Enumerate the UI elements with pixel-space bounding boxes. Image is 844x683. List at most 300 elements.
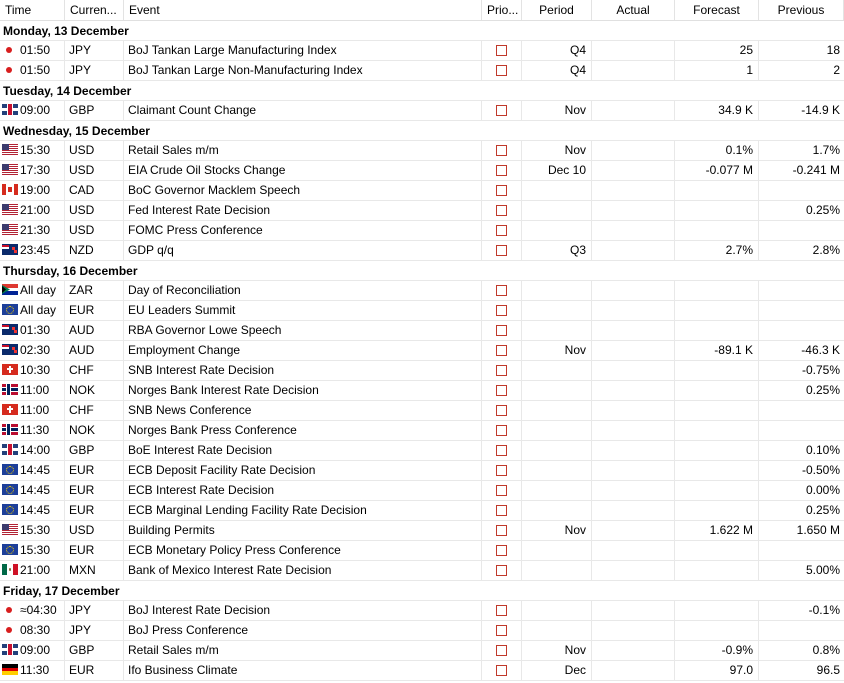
table-row[interactable] (0, 201, 844, 221)
time-text: 19:00 (20, 183, 51, 197)
priority-checkbox[interactable] (496, 225, 507, 236)
actual-cell (592, 341, 675, 360)
forecast-cell (675, 361, 759, 380)
forecast-cell: -0.077 M (675, 161, 759, 180)
period-cell (522, 621, 592, 640)
actual-cell (592, 241, 675, 260)
period-cell (522, 181, 592, 200)
actual-cell (592, 281, 675, 300)
priority-checkbox[interactable] (496, 445, 507, 456)
actual-cell (592, 421, 675, 440)
table-row[interactable] (0, 561, 844, 581)
currency-cell: USD (65, 521, 124, 540)
us-flag-icon (2, 224, 18, 235)
period-cell (522, 401, 592, 420)
forecast-cell: 1.622 M (675, 521, 759, 540)
actual-cell (592, 181, 675, 200)
priority-checkbox[interactable] (496, 625, 507, 636)
priority-checkbox[interactable] (496, 165, 507, 176)
table-header (0, 0, 844, 21)
time-text: 11:30 (20, 423, 50, 437)
priority-checkbox[interactable] (496, 285, 507, 296)
event-cell: SNB News Conference (124, 401, 482, 420)
priority-cell (482, 501, 522, 520)
priority-cell (482, 61, 522, 80)
forecast-cell (675, 201, 759, 220)
priority-cell (482, 561, 522, 580)
period-cell (522, 481, 592, 500)
uk-flag-icon (2, 644, 18, 655)
currency-cell: JPY (65, 41, 124, 60)
event-cell: BoJ Tankan Large Manufacturing Index (124, 41, 482, 60)
previous-cell (759, 401, 844, 420)
previous-cell (759, 281, 844, 300)
priority-checkbox[interactable] (496, 305, 507, 316)
actual-cell (592, 301, 675, 320)
currency-cell: JPY (65, 601, 124, 620)
actual-cell (592, 521, 675, 540)
actual-cell (592, 321, 675, 340)
currency-cell: CHF (65, 401, 124, 420)
priority-checkbox[interactable] (496, 545, 507, 556)
actual-cell (592, 221, 675, 240)
event-cell: ECB Marginal Lending Facility Rate Decision (124, 501, 482, 520)
column-header-forecast[interactable]: Forecast (675, 0, 759, 20)
previous-cell (759, 541, 844, 560)
period-cell (522, 441, 592, 460)
actual-cell (592, 361, 675, 380)
period-cell: Nov (522, 341, 592, 360)
event-cell: Ifo Business Climate (124, 661, 482, 680)
currency-cell: MXN (65, 561, 124, 580)
table-row[interactable] (0, 361, 844, 381)
norway-flag-icon (2, 384, 18, 395)
table-row[interactable] (0, 61, 844, 81)
event-cell: BoJ Tankan Large Non-Manufacturing Index (124, 61, 482, 80)
forecast-cell (675, 221, 759, 240)
priority-cell (482, 41, 522, 60)
forecast-cell: 97.0 (675, 661, 759, 680)
table-row[interactable] (0, 181, 844, 201)
forecast-cell: 1 (675, 61, 759, 80)
period-cell: Q4 (522, 41, 592, 60)
actual-cell (592, 461, 675, 480)
currency-cell: NOK (65, 381, 124, 400)
priority-checkbox[interactable] (496, 65, 507, 76)
time-text: 21:00 (20, 563, 51, 577)
switzerland-flag-icon (2, 404, 18, 415)
day-group-header: Monday, 13 December (0, 21, 844, 41)
priority-cell (482, 141, 522, 160)
period-cell (522, 301, 592, 320)
priority-cell (482, 641, 522, 660)
uk-flag-icon (2, 104, 18, 115)
forecast-cell (675, 301, 759, 320)
priority-checkbox[interactable] (496, 205, 507, 216)
table-row[interactable] (0, 441, 844, 461)
norway-flag-icon (2, 424, 18, 435)
currency-cell: EUR (65, 481, 124, 500)
priority-checkbox[interactable] (496, 245, 507, 256)
currency-cell: USD (65, 141, 124, 160)
priority-cell (482, 601, 522, 620)
event-cell: ECB Interest Rate Decision (124, 481, 482, 500)
time-cell (0, 421, 65, 440)
actual-cell (592, 381, 675, 400)
time-text: 21:30 (20, 223, 51, 237)
table-row[interactable] (0, 421, 844, 441)
time-text: 01:30 (20, 323, 51, 337)
time-text: 11:30 (20, 663, 50, 677)
table-body (0, 21, 844, 681)
period-cell: Dec 10 (522, 161, 592, 180)
previous-cell: -46.3 K (801, 343, 840, 357)
actual-cell (592, 61, 675, 80)
period-cell (522, 381, 592, 400)
australia-flag-icon (2, 344, 18, 355)
forecast-cell: 34.9 K (675, 101, 759, 120)
priority-checkbox[interactable] (496, 45, 507, 56)
table-row[interactable] (0, 281, 844, 301)
event-cell: BoC Governor Macklem Speech (124, 181, 482, 200)
time-cell (0, 461, 65, 480)
priority-cell (482, 361, 522, 380)
forecast-cell (675, 281, 759, 300)
time-text: 02:30 (20, 343, 51, 357)
previous-cell: -0.241 M (792, 163, 840, 177)
priority-cell (482, 161, 522, 180)
actual-cell (592, 601, 675, 620)
currency-cell: AUD (65, 321, 124, 340)
eu-flag-icon (2, 544, 18, 555)
period-cell (522, 201, 592, 220)
period-cell: Nov (522, 101, 592, 120)
currency-cell: EUR (65, 461, 124, 480)
table-row[interactable] (0, 661, 844, 681)
forecast-cell (675, 381, 759, 400)
japan-flag-icon (2, 604, 18, 615)
time-cell (0, 241, 65, 260)
time-text: 14:45 (20, 503, 51, 517)
previous-cell (759, 301, 844, 320)
day-group-header: Wednesday, 15 December (0, 121, 844, 141)
forecast-cell: -89.1 K (675, 341, 759, 360)
time-cell (0, 201, 65, 220)
table-row[interactable] (0, 641, 844, 661)
mexico-flag-icon (2, 564, 18, 575)
currency-cell: JPY (65, 61, 124, 80)
table-row[interactable] (0, 501, 844, 521)
time-cell (0, 561, 65, 580)
day-group-header: Thursday, 16 December (0, 261, 844, 281)
forecast-cell (675, 441, 759, 460)
time-cell (0, 41, 65, 60)
forecast-cell: 0.1% (675, 141, 759, 160)
previous-cell (759, 221, 844, 240)
forecast-cell (675, 421, 759, 440)
actual-cell (592, 101, 675, 120)
uk-flag-icon (2, 444, 18, 455)
japan-flag-icon (2, 64, 18, 75)
table-row[interactable] (0, 241, 844, 261)
priority-cell (482, 341, 522, 360)
time-cell (0, 501, 65, 520)
previous-cell: 0.25% (805, 203, 840, 217)
event-cell: Norges Bank Press Conference (124, 421, 482, 440)
period-cell (522, 361, 592, 380)
table-row[interactable] (0, 321, 844, 341)
priority-checkbox[interactable] (496, 505, 507, 516)
table-row[interactable] (0, 461, 844, 481)
previous-cell: 0.25% (805, 383, 840, 397)
previous-cell: 1.7% (812, 143, 840, 157)
event-cell: RBA Governor Lowe Speech (124, 321, 482, 340)
priority-checkbox[interactable] (496, 405, 507, 416)
actual-cell (592, 661, 675, 680)
period-cell: Dec (522, 661, 592, 680)
priority-checkbox[interactable] (496, 385, 507, 396)
currency-cell: GBP (65, 441, 124, 460)
event-cell: Building Permits (124, 521, 482, 540)
event-cell: BoJ Interest Rate Decision (124, 601, 482, 620)
event-cell: Fed Interest Rate Decision (124, 201, 482, 220)
time-text: 10:30 (20, 363, 51, 377)
currency-cell: AUD (65, 341, 124, 360)
table-row[interactable] (0, 621, 844, 641)
priority-cell (482, 521, 522, 540)
priority-checkbox[interactable] (496, 105, 507, 116)
period-cell (522, 461, 592, 480)
time-text: All day (20, 303, 57, 317)
time-cell (0, 521, 65, 540)
priority-checkbox[interactable] (496, 465, 507, 476)
table-row[interactable] (0, 601, 844, 621)
table-row[interactable] (0, 401, 844, 421)
currency-cell: USD (65, 201, 124, 220)
column-header-currency[interactable]: Curren... (65, 0, 124, 20)
priority-cell (482, 441, 522, 460)
time-cell (0, 441, 65, 460)
currency-cell: GBP (65, 641, 124, 660)
us-flag-icon (2, 524, 18, 535)
time-text: 01:50 (20, 63, 51, 77)
event-cell: ECB Deposit Facility Rate Decision (124, 461, 482, 480)
time-cell (0, 401, 65, 420)
time-cell (0, 481, 65, 500)
time-cell (0, 321, 65, 340)
priority-cell (482, 621, 522, 640)
event-cell: EU Leaders Summit (124, 301, 482, 320)
event-cell: Bank of Mexico Interest Rate Decision (124, 561, 482, 580)
table-row[interactable] (0, 41, 844, 61)
currency-cell: GBP (65, 101, 124, 120)
time-text: 14:00 (20, 443, 51, 457)
table-row[interactable] (0, 541, 844, 561)
event-cell: BoJ Press Conference (124, 621, 482, 640)
time-text: 15:30 (20, 523, 51, 537)
currency-cell: JPY (65, 621, 124, 640)
priority-checkbox[interactable] (496, 365, 507, 376)
time-cell (0, 181, 65, 200)
period-cell (522, 221, 592, 240)
time-cell (0, 161, 65, 180)
eu-flag-icon (2, 464, 18, 475)
currency-cell: NZD (65, 241, 124, 260)
canada-flag-icon (2, 184, 18, 195)
currency-cell: EUR (65, 541, 124, 560)
time-text: 14:45 (20, 483, 51, 497)
period-cell (522, 501, 592, 520)
table-row[interactable] (0, 161, 844, 181)
actual-cell (592, 501, 675, 520)
actual-cell (592, 441, 675, 460)
time-cell (0, 141, 65, 160)
event-cell: Day of Reconciliation (124, 281, 482, 300)
priority-cell (482, 201, 522, 220)
previous-cell: 2 (833, 63, 840, 77)
period-cell: Q3 (522, 241, 592, 260)
forecast-cell (675, 501, 759, 520)
previous-cell: 2.8% (812, 243, 840, 257)
time-text: 15:30 (20, 143, 51, 157)
priority-checkbox[interactable] (496, 565, 507, 576)
us-flag-icon (2, 164, 18, 175)
priority-cell (482, 541, 522, 560)
time-text: 08:30 (20, 623, 51, 637)
period-cell: Nov (522, 641, 592, 660)
forecast-cell (675, 321, 759, 340)
time-text: 11:00 (20, 403, 50, 417)
currency-cell: USD (65, 161, 124, 180)
previous-cell: 0.10% (805, 443, 840, 457)
priority-checkbox[interactable] (496, 665, 507, 676)
priority-cell (482, 381, 522, 400)
time-cell (0, 381, 65, 400)
forecast-cell (675, 401, 759, 420)
previous-cell: 0.00% (805, 483, 840, 497)
priority-checkbox[interactable] (496, 485, 507, 496)
new-zealand-flag-icon (2, 244, 18, 255)
germany-flag-icon (2, 664, 18, 675)
forecast-cell (675, 601, 759, 620)
time-text: 09:00 (20, 103, 51, 117)
switzerland-flag-icon (2, 364, 18, 375)
time-text: 21:00 (20, 203, 51, 217)
time-text: ≈04:30 (20, 603, 57, 617)
currency-cell: NOK (65, 421, 124, 440)
forecast-cell (675, 481, 759, 500)
priority-checkbox[interactable] (496, 345, 507, 356)
priority-checkbox[interactable] (496, 605, 507, 616)
forecast-cell (675, 461, 759, 480)
event-cell: GDP q/q (124, 241, 482, 260)
previous-cell (759, 181, 844, 200)
table-row[interactable] (0, 381, 844, 401)
event-cell: EIA Crude Oil Stocks Change (124, 161, 482, 180)
event-cell: FOMC Press Conference (124, 221, 482, 240)
priority-cell (482, 401, 522, 420)
forecast-cell (675, 561, 759, 580)
event-cell: Retail Sales m/m (124, 641, 482, 660)
table-row[interactable] (0, 341, 844, 361)
previous-cell (759, 421, 844, 440)
period-cell (522, 601, 592, 620)
priority-checkbox[interactable] (496, 185, 507, 196)
time-cell (0, 541, 65, 560)
priority-cell (482, 301, 522, 320)
priority-checkbox[interactable] (496, 325, 507, 336)
currency-cell: EUR (65, 501, 124, 520)
actual-cell (592, 561, 675, 580)
currency-cell: CHF (65, 361, 124, 380)
time-text: 11:00 (20, 383, 50, 397)
column-header-priority[interactable]: Prio... (482, 0, 522, 20)
previous-cell: 0.25% (805, 503, 840, 517)
previous-cell: 0.8% (812, 643, 840, 657)
south-africa-flag-icon (2, 284, 18, 295)
day-group-header: Tuesday, 14 December (0, 81, 844, 101)
table-row[interactable] (0, 141, 844, 161)
actual-cell (592, 141, 675, 160)
previous-cell (759, 621, 844, 640)
priority-checkbox[interactable] (496, 145, 507, 156)
table-row[interactable] (0, 101, 844, 121)
australia-flag-icon (2, 324, 18, 335)
event-cell: ECB Monetary Policy Press Conference (124, 541, 482, 560)
time-cell (0, 661, 65, 680)
actual-cell (592, 161, 675, 180)
time-text: 17:30 (20, 163, 51, 177)
actual-cell (592, 641, 675, 660)
column-header-period[interactable]: Period (522, 0, 592, 20)
time-text: 15:30 (20, 543, 51, 557)
column-header-time[interactable]: Time (0, 0, 65, 20)
period-cell (522, 321, 592, 340)
actual-cell (592, 201, 675, 220)
period-cell (522, 561, 592, 580)
priority-checkbox[interactable] (496, 425, 507, 436)
column-header-previous[interactable]: Previous (759, 0, 844, 20)
event-cell: Claimant Count Change (124, 101, 482, 120)
currency-cell: CAD (65, 181, 124, 200)
actual-cell (592, 41, 675, 60)
japan-flag-icon (2, 624, 18, 635)
table-row[interactable] (0, 301, 844, 321)
currency-cell: USD (65, 221, 124, 240)
actual-cell (592, 541, 675, 560)
column-header-actual[interactable]: Actual (592, 0, 675, 20)
column-header-event[interactable]: Event (124, 0, 482, 20)
time-text: All day (20, 283, 57, 297)
previous-cell: -0.1% (808, 603, 840, 617)
event-cell: Employment Change (124, 341, 482, 360)
priority-checkbox[interactable] (496, 525, 507, 536)
event-cell: Retail Sales m/m (124, 141, 482, 160)
event-cell: BoE Interest Rate Decision (124, 441, 482, 460)
table-row[interactable] (0, 221, 844, 241)
table-row[interactable] (0, 521, 844, 541)
time-cell (0, 341, 65, 360)
priority-checkbox[interactable] (496, 645, 507, 656)
period-cell: Q4 (522, 61, 592, 80)
forecast-cell (675, 621, 759, 640)
event-cell: Norges Bank Interest Rate Decision (124, 381, 482, 400)
table-row[interactable] (0, 481, 844, 501)
time-cell (0, 61, 65, 80)
priority-cell (482, 281, 522, 300)
us-flag-icon (2, 204, 18, 215)
previous-cell: 18 (826, 43, 840, 57)
